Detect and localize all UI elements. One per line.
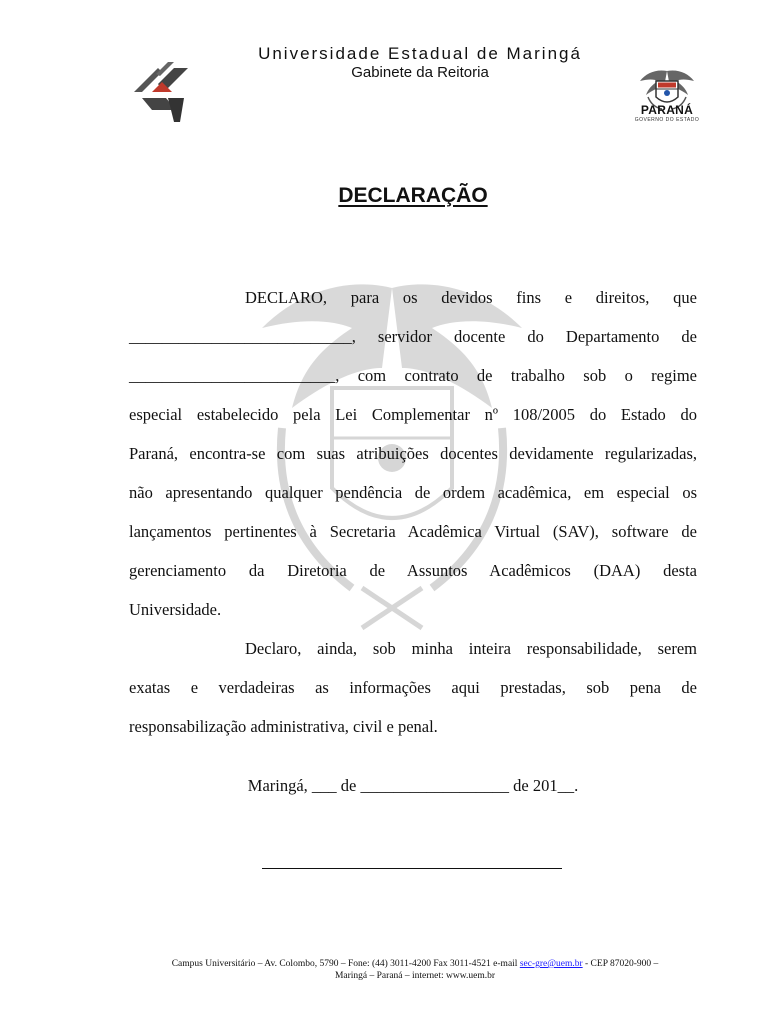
body-line-10: Declaro, ainda, sob minha inteira responsabilidade, serem xyxy=(245,639,697,658)
word: para xyxy=(350,288,380,307)
word: devidos xyxy=(441,288,493,307)
footer-email-link[interactable]: sec-gre@uem.br xyxy=(519,959,583,969)
footer-cep: - CEP 87020-900 – xyxy=(582,959,659,969)
body-line-5: Paraná, encontra-se com suas atribuições docentes devidamente regularizadas, xyxy=(129,444,697,463)
body-line-11: exatas e verdadeiras as informações aqui prestadas, sob pena de xyxy=(129,678,697,697)
body-line-8: gerenciamento da Diretoria de Assuntos Acadêmicos (DAA) desta xyxy=(129,561,697,580)
body-line-7: lançamentos pertinentes à Secretaria Acadêmica Virtual (SAV), software de xyxy=(129,522,697,541)
body-line-3: _________________________, com contrato de trabalho sob o regime xyxy=(129,366,697,385)
document-title: DECLARAÇÃO xyxy=(338,184,488,207)
body-line-6: não apresentando qualquer pendência de ordem acadêmica, em especial os xyxy=(129,483,697,502)
word: os xyxy=(402,288,418,307)
footer-line-2: Maringá – Paraná – internet: www.uem.br xyxy=(334,971,496,981)
word: e xyxy=(564,288,573,307)
uem-logo-icon xyxy=(128,54,194,126)
word: DECLARO, xyxy=(245,288,328,307)
footer-address: Campus Universitário – Av. Colombo, 5790 – Fone: (44) 3011-4200 Fax 3011-4521 e-mail xyxy=(171,959,520,969)
university-name: Universidade Estadual de Maringá xyxy=(258,44,582,63)
body-line-12: responsabilização administrativa, civil e penal. xyxy=(129,717,438,736)
word: fins xyxy=(516,288,542,307)
date-line: Maringá, ___ de __________________ de 201__. xyxy=(247,776,579,795)
body-line-4: especial estabelecido pela Lei Complementar nº 108/2005 do Estado do xyxy=(129,405,697,424)
state-name: PARANÁ xyxy=(640,103,694,117)
footer xyxy=(100,958,730,982)
state-subtitle: GOVERNO DO ESTADO xyxy=(634,117,700,123)
body-line-2: ___________________________, servidor docente do Departamento de xyxy=(129,327,697,346)
word: direitos, xyxy=(595,288,650,307)
footer-line-1 xyxy=(100,958,730,970)
body-line-1 xyxy=(245,288,697,308)
word: que xyxy=(673,288,697,307)
signature-line xyxy=(262,868,562,869)
office-name: Gabinete da Reitoria xyxy=(351,64,489,81)
body-line-9: Universidade. xyxy=(129,600,222,619)
